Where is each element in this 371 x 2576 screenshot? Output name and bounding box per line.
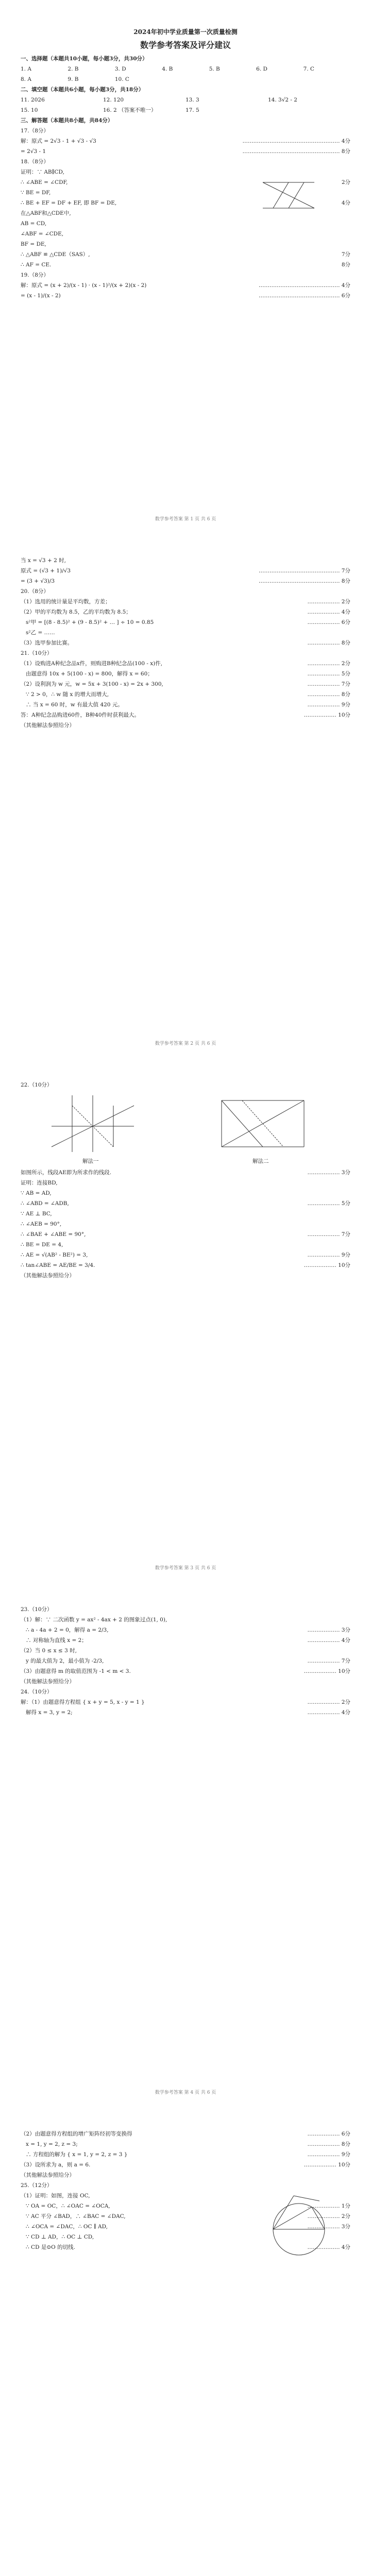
answer-text: s²甲 = [(8 - 8.5)² + (9 - 8.5)² + … ] ÷ 10 = 0.85 <box>21 619 154 625</box>
q18-lines-line <box>21 229 350 239</box>
page-2 <box>0 524 371 1049</box>
q23-lines-line <box>21 1656 350 1666</box>
answer-text: 解：原式 = 2√3 - 1 + √3 - √3 <box>21 138 96 144</box>
sec2: 二、填空题（本题共6小题，每小题3分，共18分） <box>21 87 144 93</box>
q19-lines-line <box>21 291 350 301</box>
score-mark: ……………… 9分 <box>307 2151 350 2158</box>
mc-8: 8. A <box>21 76 31 82</box>
answer-text: = (3 + √3)/3 <box>21 578 55 584</box>
q20-lines-line <box>21 617 350 628</box>
q24b-lines-line <box>21 2129 350 2139</box>
q23-lines-line <box>21 1646 350 1656</box>
score-mark: ……………… 4分 <box>307 609 350 615</box>
answer-text: ∴ a - 4a + 2 = 0，解得 a = 2/3, <box>21 1627 109 1633</box>
answer-text: （2）由题意得方程组的增广矩阵经初等变换得 <box>21 2131 132 2137</box>
score-mark: ……………… 4分 <box>307 2244 350 2250</box>
answer-text: = 2√3 - 1 <box>21 148 46 155</box>
q18-body <box>21 167 350 270</box>
note-q24: （其他解法参照给分） <box>21 2172 75 2178</box>
answer-text: ∴ △ABF ≌ △CDE（SAS）, <box>21 251 90 258</box>
q23-lines-line <box>21 1635 350 1646</box>
q19-body <box>21 280 350 301</box>
q19b-body <box>21 555 350 586</box>
fill-row2 <box>21 105 350 115</box>
sec3: 三、解答题（本题共8小题，共84分） <box>21 117 113 124</box>
fill-15: 15. 10 <box>21 107 38 113</box>
score-mark: ……………… 7分 <box>307 1658 350 1664</box>
q17-head: 17.（8分） <box>21 128 49 134</box>
answer-text: ∴ 方程组的解为 { x = 1, y = 2, z = 3 } <box>21 2151 128 2158</box>
q24b-body <box>21 2129 350 2170</box>
q22-lines-line <box>21 1250 350 1260</box>
q25-body <box>21 2191 350 2252</box>
answer-text: ∴ 当 x = 60 时，w 有最大值 420 元。 <box>21 702 123 708</box>
q17-body <box>21 136 350 157</box>
q22-lines-line <box>21 1188 350 1198</box>
q18-lines-line <box>21 260 350 270</box>
q18-lines-line <box>21 249 350 260</box>
page-title: 数学参考答案及评分建议 <box>140 40 231 50</box>
page-3 <box>0 1049 371 1573</box>
score-mark: ……………… 3分 <box>307 1627 350 1633</box>
answer-text: ∴ 对称轴为直线 x = 2； <box>21 1637 87 1643</box>
sec1: 一、选择题（本题共10小题，每小题3分，共30分） <box>21 56 148 62</box>
answer-text: ∵ AC 平分 ∠BAD，∴ ∠BAC = ∠DAC, <box>21 2213 126 2219</box>
score-mark: ……………… 6分 <box>307 2131 350 2137</box>
score-mark: 8分 <box>341 262 350 268</box>
fill-12: 12. 120 <box>103 97 124 103</box>
answer-text: ∵ 2 > 0，∴ w 随 x 的增大而增大, <box>21 691 109 698</box>
score-mark: ……………… 3分 <box>307 1170 350 1176</box>
score-mark: ……………… 4分 <box>307 1709 350 1716</box>
score-mark: ……………… 8分 <box>307 2141 350 2147</box>
answer-text: 在△ABF和△CDE中, <box>21 210 71 216</box>
answer-text: （1）选用的统计量是平均数，方差； <box>21 599 111 605</box>
answer-text: （1）解：∵ 二次函数 y = ax² - 4ax + 2 的图象过点(1, 0), <box>21 1617 167 1623</box>
q21-head: 21.（10分） <box>21 650 53 656</box>
answer-text: （3）设所求为 a，则 a = 6. <box>21 2162 91 2168</box>
score-mark: ……………… 3分 <box>307 2224 350 2230</box>
answer-text: （1）设购进A种纪念品x件，则购进B种纪念品(100 - x)件, <box>21 660 163 667</box>
q20-head: 20.（8分） <box>21 588 49 595</box>
answer-text: ∵ BE = DF, <box>21 190 51 196</box>
q19b-lines-line <box>21 576 350 586</box>
answer-text: （3）选甲参加比赛。 <box>21 640 73 646</box>
title-school: 2024年初中学业质量第一次质量检测 <box>133 28 238 36</box>
answer-text: ∠ABF = ∠CDE, <box>21 231 64 237</box>
answer-text: s²乙 = …… <box>21 630 55 636</box>
score-mark: 4分 <box>341 200 350 206</box>
q25-head: 25.（12分） <box>21 2182 53 2189</box>
q19-head: 19.（8分） <box>21 272 49 278</box>
answer-text: 答：A种纪念品购进60件，B种40件时获利最大。 <box>21 712 140 718</box>
page-5 <box>0 2098 371 2576</box>
score-mark: ……………… 10分 <box>303 2162 350 2168</box>
q20-body <box>21 597 350 648</box>
q21-lines-line <box>21 658 350 669</box>
mc-2: 2. B <box>68 66 79 72</box>
q22-fig2 <box>206 1090 319 1157</box>
answer-text: = (x - 1)/(x - 2) <box>21 293 61 299</box>
mc-10: 10. C <box>114 76 129 82</box>
fig-label-1: 解法一 <box>82 1158 99 1164</box>
q22-figures <box>21 1090 350 1167</box>
mc-3: 3. D <box>114 66 126 72</box>
q21-lines-line <box>21 669 350 679</box>
answer-text: 解得 x = 3, y = 2; <box>21 1709 73 1716</box>
q22-lines-line <box>21 1240 350 1250</box>
footer-3: 数学参考答案 第 3 页 共 6 页 <box>155 1566 216 1571</box>
q18-lines-line <box>21 198 350 208</box>
answer-text: ∴ tan∠ABE = AE/BE = 3/4. <box>21 1262 95 1268</box>
score-mark: ……………… 2分 <box>307 599 350 605</box>
score-mark: ……………… 6分 <box>307 619 350 625</box>
q18-lines-line <box>21 208 350 218</box>
answer-text: 证明：连接BD, <box>21 1180 58 1186</box>
q22-body <box>21 1167 350 1270</box>
answer-text: 当 x = √3 + 2 时, <box>21 557 66 564</box>
fill-13: 13. 3 <box>185 97 199 103</box>
mc-7: 7. C <box>303 66 314 72</box>
footer-1: 数学参考答案 第 1 页 共 6 页 <box>155 517 216 522</box>
answer-text: ∴ ∠OCA = ∠DAC，∴ OC ∥ AD, <box>21 2224 108 2230</box>
note-q23: （其他解法参照给分） <box>21 1679 75 1685</box>
q25-lines-line <box>21 2222 350 2232</box>
q21-lines-line <box>21 679 350 689</box>
q22-lines-line <box>21 1260 350 1270</box>
score-mark: ……………… 2分 <box>307 660 350 667</box>
note-q22: （其他解法参照给分） <box>21 1273 75 1279</box>
fig-label-2: 解法二 <box>252 1158 269 1164</box>
mc-4: 4. B <box>162 66 173 72</box>
footer-4: 数学参考答案 第 4 页 共 6 页 <box>155 2090 216 2095</box>
mc-row1 <box>21 64 350 74</box>
q18-head: 18.（8分） <box>21 159 49 165</box>
mc-6: 6. D <box>256 66 267 72</box>
score-mark: ……………… 8分 <box>307 691 350 698</box>
q17-lines-line <box>21 136 350 146</box>
answer-text: （2）设利润为 w 元，w = 5x + 3(100 - x) = 2x + 300, <box>21 681 163 687</box>
answer-text: 解：（1）由题意得方程组 { x + y = 5, x - y = 1 } <box>21 1699 145 1705</box>
answer-text: ∵ AB = AD, <box>21 1190 52 1196</box>
q21-lines-line <box>21 700 350 710</box>
answer-text: （3）由题意得 m 的取值范围为 -1 < m < 3. <box>21 1668 131 1674</box>
q22-lines-line <box>21 1167 350 1178</box>
answer-text: ∴ CD 是⊙O 的切线. <box>21 2244 75 2250</box>
score-mark: ……………………………………… 6分 <box>258 293 350 299</box>
note-q21: （其他解法参照给分） <box>21 722 75 728</box>
q19b-lines-line <box>21 566 350 576</box>
page-4 <box>0 1573 371 2098</box>
q19b-lines-line <box>21 555 350 566</box>
score-mark: ……………… 2分 <box>307 1699 350 1705</box>
q25-lines-line <box>21 2242 350 2252</box>
answer-text: （2）甲的平均数为 8.5，乙的平均数为 8.5； <box>21 609 131 615</box>
q22-lines-line <box>21 1219 350 1229</box>
answer-text: ∴ ∠ABD = ∠ADB, <box>21 1200 69 1207</box>
answer-text: （1）证明：如图，连接 OC, <box>21 2193 90 2199</box>
score-mark: 7分 <box>341 251 350 258</box>
q23-body <box>21 1615 350 1676</box>
answer-text: ∴ ∠AEB = 90°, <box>21 1221 62 1227</box>
answer-text: 原式 = (√3 + 1)/√3 <box>21 568 71 574</box>
answer-text: ∵ AE ⊥ BC, <box>21 1211 52 1217</box>
score-mark: ……………………………………… 8分 <box>258 578 350 584</box>
q19-lines-line <box>21 280 350 291</box>
q25-lines-line <box>21 2201 350 2211</box>
score-mark: ……………… 7分 <box>307 681 350 687</box>
q24-body <box>21 1697 350 1718</box>
answer-text: ∴ BE + EF = DF + EF, 即 BF = DE, <box>21 200 117 206</box>
fill-row1 <box>21 95 350 105</box>
q23-head: 23.（10分） <box>21 1606 53 1613</box>
q24b-lines-line <box>21 2149 350 2160</box>
score-mark: ……………… 10分 <box>303 1668 350 1674</box>
score-mark: ……………………………………………… 8分 <box>242 148 350 155</box>
q17-lines-line <box>21 146 350 157</box>
fill-17: 17. 5 <box>185 107 199 113</box>
q18-lines-line <box>21 167 350 177</box>
score-mark: ……………………………………… 4分 <box>258 282 350 289</box>
score-mark: ……………………………………… 7分 <box>258 568 350 574</box>
mc-1: 1. A <box>21 66 31 72</box>
page-1 <box>0 0 371 524</box>
q21-lines-line <box>21 710 350 720</box>
q20-lines-line <box>21 638 350 648</box>
q24b-lines-line <box>21 2160 350 2170</box>
score-mark: ……………… 7分 <box>307 1231 350 1238</box>
score-mark: ……………… 9分 <box>307 1252 350 1258</box>
q18-lines-line <box>21 239 350 249</box>
score-mark: ……………… 5分 <box>307 671 350 677</box>
answer-text: ∴ BE = DE = 4, <box>21 1242 63 1248</box>
score-mark: 2分 <box>341 179 350 185</box>
answer-text: 解：原式 = (x + 2)/(x - 1) · (x - 1)²/(x + 2)(x - 2) <box>21 282 147 289</box>
q21-body <box>21 658 350 720</box>
q24-lines-line <box>21 1697 350 1707</box>
answer-text: 由题意得 10x + 5(100 - x) = 800，解得 x = 60； <box>21 671 153 677</box>
score-mark: ……………… 5分 <box>307 1200 350 1207</box>
q23-lines-line <box>21 1615 350 1625</box>
answer-text: 证明：∵ AB∥CD, <box>21 169 64 175</box>
score-mark: ……………… 1分 <box>307 2203 350 2209</box>
answer-text: ∴ AE = √(AB² - BE²) = 3, <box>21 1252 88 1258</box>
answer-text: ∴ ∠BAE + ∠ABE = 90°, <box>21 1231 86 1238</box>
score-mark: ……………… 8分 <box>307 640 350 646</box>
q18-lines-line <box>21 218 350 229</box>
answer-text: AB = CD, <box>21 221 47 227</box>
q23-lines-line <box>21 1666 350 1676</box>
score-mark: ……………… 2分 <box>307 2213 350 2219</box>
fill-18 <box>268 105 350 115</box>
answer-text: ∵ OA = OC，∴ ∠OAC = ∠OCA, <box>21 2203 110 2209</box>
answer-text: ∴ ∠ABE = ∠CDF, <box>21 179 68 185</box>
score-mark: ……………………………………………… 4分 <box>242 138 350 144</box>
mc-5: 5. B <box>209 66 220 72</box>
q23-lines-line <box>21 1625 350 1635</box>
score-mark: ……………… 9分 <box>307 702 350 708</box>
q22-head: 22.（10分） <box>21 1082 53 1088</box>
q18-lines-line <box>21 177 350 188</box>
footer-2: 数学参考答案 第 2 页 共 6 页 <box>155 1041 216 1046</box>
answer-text: （2）当 0 ≤ x ≤ 3 时, <box>21 1648 77 1654</box>
answer-text: ∵ CD ⊥ AD，∴ OC ⊥ CD, <box>21 2234 94 2240</box>
q22-lines-line <box>21 1198 350 1209</box>
q25-lines-line <box>21 2191 350 2201</box>
answer-text: 如图所示，线段AE即为所求作的线段. <box>21 1170 112 1176</box>
answer-text: BF = DE, <box>21 241 46 247</box>
answer-text: y 的最大值为 2，最小值为 -2/3, <box>21 1658 104 1664</box>
q20-lines-line <box>21 607 350 617</box>
q20-lines-line <box>21 597 350 607</box>
answer-text: x = 1, y = 2, z = 3; <box>21 2141 78 2147</box>
score-mark: ……………… 4分 <box>307 1637 350 1643</box>
mc-9: 9. B <box>68 76 79 82</box>
q22-lines-line <box>21 1229 350 1240</box>
mc-row2 <box>21 74 350 84</box>
q25-lines-line <box>21 2211 350 2222</box>
q22-lines-line <box>21 1178 350 1188</box>
q22-lines-line <box>21 1209 350 1219</box>
q22-fig1 <box>41 1090 144 1157</box>
score-mark: ……………… 10分 <box>303 1262 350 1268</box>
answer-text: ∴ AF = CE. <box>21 262 52 268</box>
q24-head: 24.（10分） <box>21 1689 53 1695</box>
q21-lines-line <box>21 689 350 700</box>
q18-lines-line <box>21 188 350 198</box>
q24-lines-line <box>21 1707 350 1718</box>
fill-16: 16. 2 （答案不唯一） <box>103 107 157 113</box>
score-mark: ……………… 10分 <box>303 712 350 718</box>
q20-lines-line <box>21 628 350 638</box>
fill-11: 11. 2026 <box>21 97 45 103</box>
q25-lines-line <box>21 2232 350 2242</box>
q24b-lines-line <box>21 2139 350 2149</box>
fill-14: 14. 3√2 - 2 <box>268 97 297 103</box>
